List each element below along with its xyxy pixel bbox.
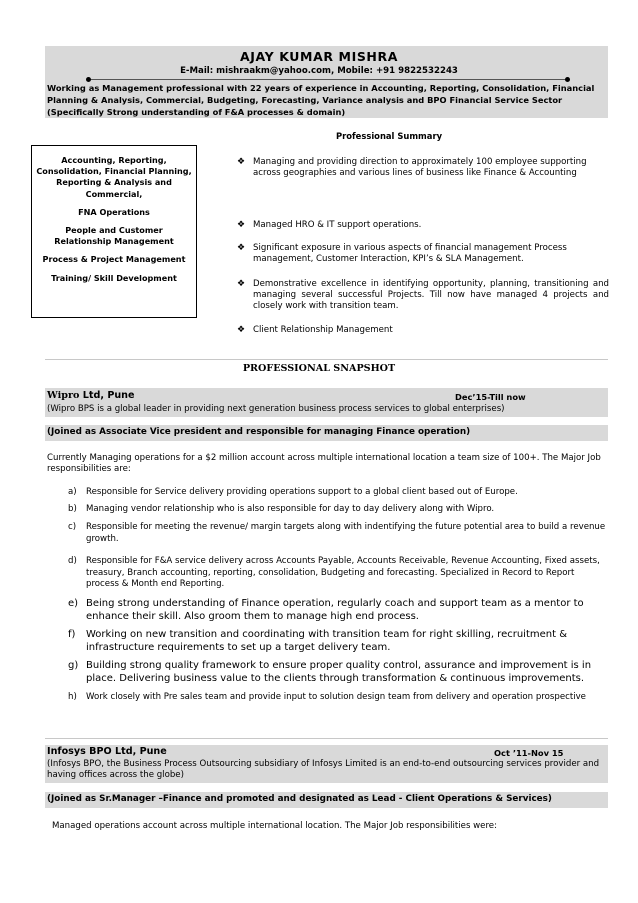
- professional-snapshot-title: PROFESSIONAL SNAPSHOT: [242, 363, 396, 374]
- responsibility-item: f) Working on new transition and coordinating with transition team for right skilling, recruitment & infrastructure requirements to set up a target delivery team.: [68, 629, 568, 653]
- header-divider: [88, 79, 568, 80]
- skills-box: [31, 145, 197, 318]
- responsibility-item: c) Responsible for meeting the revenue/ margin targets along with indentifying the future potential area to build a revenue growth.: [68, 522, 606, 544]
- responsibility-item: b) Managing vendor relationship who is also responsible for day to day delivery along with Wipro.: [68, 504, 495, 514]
- skill-item: Accounting, Reporting, Consolidation, Financial Planning, Reporting & Analysis and Commercial,: [36, 155, 192, 199]
- infosys-company: Infosys BPO Ltd, Pune: [47, 746, 167, 757]
- contact-line: E-Mail: mishraakm@yahoo.com, Mobile: +91 9822532243: [180, 66, 458, 76]
- summary-bullet: ❖ Managed HRO & IT support operations.: [237, 220, 422, 230]
- section-divider: [45, 738, 608, 739]
- skill-item: FNA Operations: [78, 206, 150, 217]
- section-divider: [45, 359, 608, 360]
- summary-bullet: ❖ Demonstrative excellence in identifying opportunity, planning, transitioning and managing several successful Projects. Till now have managed 4 projects and closely work with transition team.: [237, 279, 609, 312]
- wipro-dates: Dec’15-Till now: [455, 392, 526, 402]
- summary-bullet: ❖ Managing and providing direction to approximately 100 employee supporting across geographies and various lines of business like Finance & Accounting: [237, 157, 587, 179]
- diamond-bullet-icon: ❖: [237, 325, 246, 335]
- responsibility-item: d) Responsible for F&A service delivery across Accounts Payable, Accounts Receivable, Revenue Accounting, Fixed assets, treasury, Branch accounting, reporting, consolidation, Budgeting and forecasting. Specialized in Record to Report process & Month end Reporting.: [68, 556, 600, 589]
- wipro-intro: Currently Managing operations for a $2 million account across multiple international location a team size of 100+. The Major Job responsibilities are:: [47, 453, 601, 474]
- wipro-description: (Wipro BPS is a global leader in providing next generation business process services to global enterprises): [47, 404, 505, 414]
- skill-item: Process & Project Management: [42, 254, 186, 265]
- infosys-intro: Managed operations account across multiple international location. The Major Job responsibilities were:: [52, 821, 497, 831]
- responsibility-item: e) Being strong understanding of Finance operation, regularly coach and support team as a mentor to enhance their skill. Also groom them to manage high end process.: [68, 598, 584, 622]
- wipro-role: (Joined as Associate Vice president and responsible for managing Finance operation): [47, 427, 471, 437]
- professional-summary-title: Professional Summary: [336, 131, 443, 141]
- summary-bullet: ❖ Significant exposure in various aspects of financial management Process management, Customer Interaction, KPI’s & SLA Management.: [237, 243, 567, 265]
- responsibility-item: a) Responsible for Service delivery providing operations support to a global client based out of Europe.: [68, 487, 518, 497]
- skill-item: People and Customer Relationship Management: [54, 225, 174, 247]
- diamond-bullet-icon: ❖: [237, 157, 246, 167]
- responsibility-item: g) Building strong quality framework to ensure proper quality control, assurance and improvement is in place. Delivering business value to the clients through transformation & continuous improvements.: [68, 660, 592, 684]
- diamond-bullet-icon: ❖: [237, 220, 246, 230]
- summary-bullet: ❖ Client Relationship Management: [237, 325, 393, 335]
- candidate-name: AJAY KUMAR MISHRA: [240, 49, 398, 64]
- wipro-company: Wipro Ltd, Pune: [47, 390, 135, 401]
- responsibility-item: h) Work closely with Pre sales team and provide input to solution design team from delivery and operation prospective: [68, 692, 586, 702]
- infosys-dates: Oct ’11-Nov 15: [494, 748, 564, 758]
- career-summary: Working as Management professional with 22 years of experience in Accounting, Reporting, Consolidation, Financial Planning & Analysis, Commercial, Budgeting, Forecasting, Variance analysis and BPO Financial Service Sector (Specifically Strong understanding of F&A processes & domain): [47, 83, 595, 117]
- infosys-role: (Joined as Sr.Manager –Finance and promoted and designated as Lead - Client Operations & Services): [47, 794, 552, 804]
- diamond-bullet-icon: ❖: [237, 279, 246, 289]
- diamond-bullet-icon: ❖: [237, 243, 246, 253]
- infosys-description: (Infosys BPO, the Business Process Outsourcing subsidiary of Infosys Limited is an end-to-end outsourcing services provider and having offices across the globe): [47, 759, 600, 780]
- skill-item: Training/ Skill Development: [51, 272, 177, 283]
